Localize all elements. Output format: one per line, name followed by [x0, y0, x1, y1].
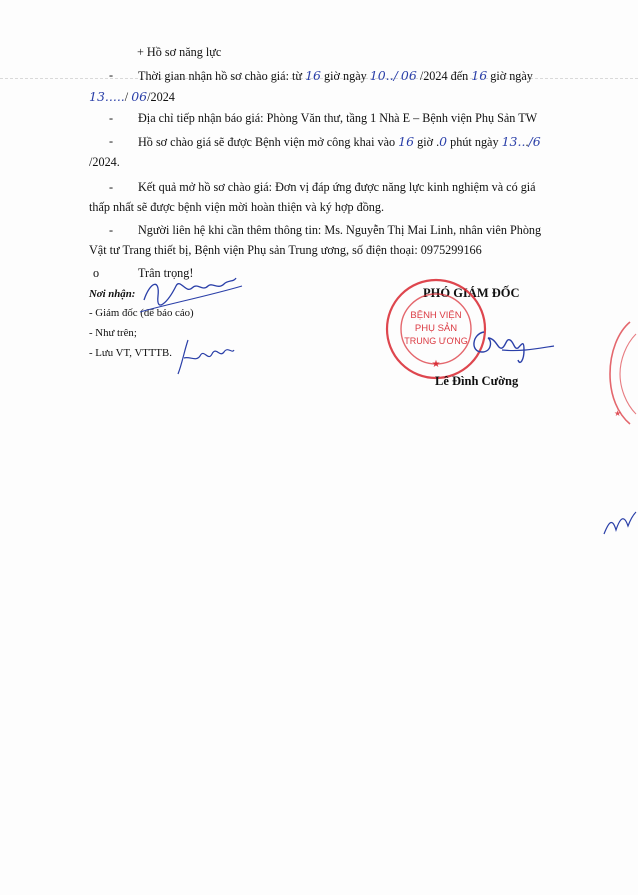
dash-marker: - [109, 134, 114, 148]
handwritten-month-from: 06 [400, 68, 417, 83]
partial-seal-star-icon: ★ [614, 409, 622, 418]
recipients-title-text: Nơi nhận: [89, 288, 136, 300]
bullet-dash-5 [109, 223, 113, 238]
dash-marker: - [109, 180, 114, 194]
handwritten-open-day: 13.. [501, 134, 526, 149]
result-line-1 [138, 180, 536, 195]
receipt-time-line-2 [89, 89, 175, 105]
contact-line-2 [89, 243, 482, 258]
recipient-text: - Như trên; [89, 327, 137, 339]
stamp-line-1: BỆNH VIỆN [410, 310, 462, 321]
contact-text-1: Người liên hệ khi cần thêm thông tin: Ms. Nguyễn Thị Mai Linh, nhân viên Phòng [138, 223, 542, 237]
recipients-title [89, 287, 135, 302]
bullet-dash-4 [109, 180, 113, 195]
capability-profile-line [137, 45, 221, 60]
closing-text: Trân trọng! [138, 266, 194, 280]
stamp-line-2: PHỤ SẢN [414, 323, 458, 334]
closing-bullet [93, 266, 99, 281]
recipient-item-3 [89, 346, 172, 361]
capability-profile-text: + Hồ sơ năng lực [137, 45, 222, 59]
partial-seal-edge [600, 318, 638, 428]
receipt-time-line-1 [138, 68, 533, 84]
opening-minute-text: phút ngày [450, 135, 499, 149]
receipt-time-to-text: /2024 đến [419, 69, 469, 83]
handwritten-hour-from: 16 [305, 68, 321, 83]
receipt-time-day-text: giờ ngày [490, 69, 533, 83]
handwritten-hour-to: 16 [471, 68, 488, 83]
receipt-year: /2024 [147, 90, 175, 104]
handwritten-open-minute: 0 [439, 134, 448, 149]
contact-text-2: Vật tư Trang thiết bị, Bệnh viện Phụ sản Trung ương, số điện thoại: 0975299166 [89, 243, 482, 257]
stamp-star-icon: ★ [431, 359, 441, 370]
opening-time-line-2 [89, 155, 120, 170]
bullet-dash-2 [109, 111, 113, 126]
initials-signature-mark [138, 272, 248, 322]
circle-bullet: o [93, 266, 100, 280]
result-text-2: thấp nhất sẽ được bệnh viện mời hoàn thiện và ký hợp đồng. [89, 200, 385, 214]
handwritten-day-from: 10../ [369, 68, 398, 83]
handwritten-day-to: 13..... [89, 89, 125, 104]
opening-time-label: Hồ sơ chào giá sẽ được Bệnh viện mở công khai vào [138, 135, 396, 149]
address-line [138, 111, 537, 126]
handwritten-open-hour: 16 [398, 134, 415, 149]
dash-marker: - [109, 223, 114, 237]
bullet-dash-3 [109, 134, 113, 149]
receipt-time-hour-text: giờ ngày [324, 69, 367, 83]
handwritten-initials-mark [170, 334, 240, 378]
opening-year: /2024. [89, 155, 120, 169]
date-separator: . [525, 135, 529, 149]
receipt-time-label: Thời gian nhận hồ sơ chào giá: từ [138, 69, 303, 83]
signature-name [435, 374, 518, 389]
recipient-text: - Lưu VT, VTTTB. [89, 347, 172, 359]
director-signature-mark [462, 322, 557, 367]
edge-signature-fragment [598, 504, 638, 544]
dash-marker: - [109, 111, 114, 125]
dash-marker: - [109, 68, 114, 82]
signature-name-text: Lê Đình Cường [435, 374, 519, 388]
bullet-dash-1 [109, 68, 113, 83]
handwritten-month-to: 06 [131, 89, 148, 104]
result-line-2 [89, 200, 384, 215]
address-text: Địa chỉ tiếp nhận báo giá: Phòng Văn thư, tầng 1 Nhà E – Bệnh viện Phụ Sản TW [138, 111, 538, 125]
opening-hour-text: giờ . [417, 135, 440, 149]
opening-time-line-1 [138, 134, 541, 150]
date-separator: / [124, 90, 129, 104]
recipient-item-2 [89, 326, 137, 341]
stamp-line-3: TRUNG ƯƠNG [404, 336, 468, 346]
contact-line-1 [138, 223, 541, 238]
handwritten-open-month: /6 [528, 134, 541, 149]
recipient-text: - Giám đốc (để báo cáo) [89, 307, 194, 319]
result-text-1: Kết quả mở hồ sơ chào giá: Đơn vị đáp ứng được năng lực kinh nghiệm và có giá [138, 180, 536, 194]
signature-role-text: PHÓ GIÁM ĐỐC [423, 286, 520, 300]
